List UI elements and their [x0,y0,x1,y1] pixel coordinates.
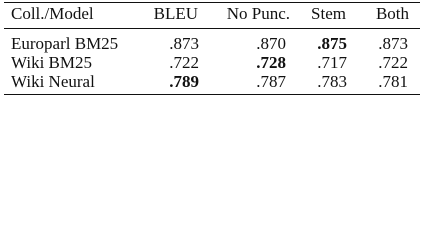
cell-both: .722 [378,53,408,72]
cell-no-punc: .870 [256,34,286,53]
table-row [0,34,424,54]
cell-both: .781 [378,72,408,91]
cell-stem: .717 [317,53,347,72]
row-label: Wiki Neural [11,72,95,91]
cell-stem: .783 [317,72,347,91]
cell-no-punc: .787 [256,72,286,91]
cell-stem: .875 [317,34,347,53]
row-label: Wiki BM25 [11,53,93,72]
row-label: Europarl BM25 [11,34,119,53]
cell-no-punc: .728 [256,53,286,72]
header-stem: Stem [311,4,346,23]
header-rule [4,28,420,29]
header-no-punc: No Punc. [226,4,290,23]
results-table [0,0,424,98]
header-bleu: BLEU [153,4,198,23]
cell-bleu: .873 [169,34,199,53]
cell-both: .873 [378,34,408,53]
header-model: Coll./Model [11,4,94,23]
table-row [0,53,424,73]
top-rule [4,2,420,3]
cell-bleu: .789 [169,72,199,91]
cell-bleu: .722 [169,53,199,72]
bottom-rule [4,94,420,95]
table-row [0,72,424,92]
table-header-row [0,4,424,24]
header-both: Both [375,4,409,23]
